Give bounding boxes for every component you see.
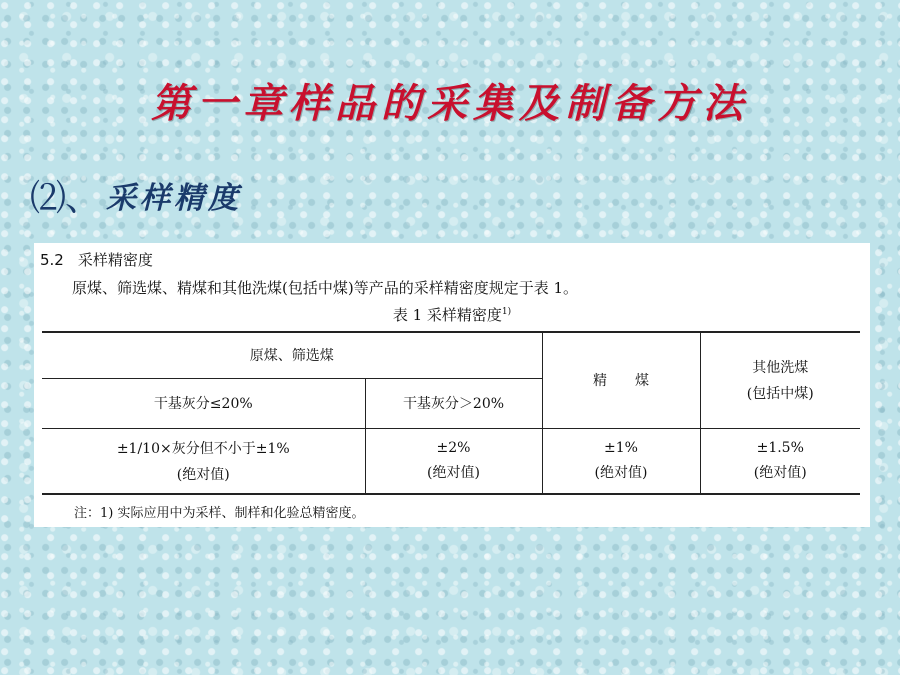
section-title: 采样精密度 xyxy=(77,251,153,269)
table-row xyxy=(42,428,860,494)
header-other-washed-coal xyxy=(700,332,860,428)
subtitle-row xyxy=(30,172,242,218)
table-caption-text: 表 1 采样精密度 xyxy=(392,306,502,324)
precision-table xyxy=(42,331,860,495)
table-cell xyxy=(365,428,542,494)
cell-value: ±2% xyxy=(436,439,471,456)
cell-value: ±1% xyxy=(604,439,638,456)
header-other-line1: 其他洗煤 xyxy=(752,360,809,377)
table-cell xyxy=(700,428,860,494)
document-image xyxy=(34,243,870,527)
header-clean-coal: 精 煤 xyxy=(542,332,700,428)
table-cell xyxy=(42,428,365,494)
paragraph: 原煤、筛选煤、精煤和其他洗煤(包括中煤)等产品的采样精密度规定于表 1。 xyxy=(72,279,579,297)
table-note: 注：1) 实际应用中为采样、制样和化验总精密度。 xyxy=(74,506,365,521)
cell-value: ±1/10×灰分但不小于±1% xyxy=(116,440,290,457)
subtitle-text: 采样精度 xyxy=(106,181,243,216)
section-heading xyxy=(40,249,153,270)
cell-unit: (绝对值) xyxy=(594,464,648,481)
table-caption-footnote-mark: 1) xyxy=(501,307,512,317)
slide-title: 第一章样品的采集及制备方法 xyxy=(151,80,749,127)
table-caption xyxy=(34,304,870,325)
header-ash-gt-20: 干基灰分＞20% xyxy=(365,378,542,428)
header-other-line2: (包括中煤) xyxy=(746,386,814,403)
table-cell xyxy=(542,428,700,494)
table-header-row-1 xyxy=(42,332,860,378)
section-number: 5.2 xyxy=(40,251,64,269)
header-raw-screened-coal: 原煤、筛选煤 xyxy=(42,332,542,378)
cell-value: ±1.5% xyxy=(756,439,804,456)
header-ash-le-20: 干基灰分≤20% xyxy=(42,378,365,428)
subtitle-marker: ⑵、 xyxy=(30,177,101,219)
cell-unit: (绝对值) xyxy=(176,466,230,483)
cell-unit: (绝对值) xyxy=(753,464,807,481)
cell-unit: (绝对值) xyxy=(427,464,480,481)
